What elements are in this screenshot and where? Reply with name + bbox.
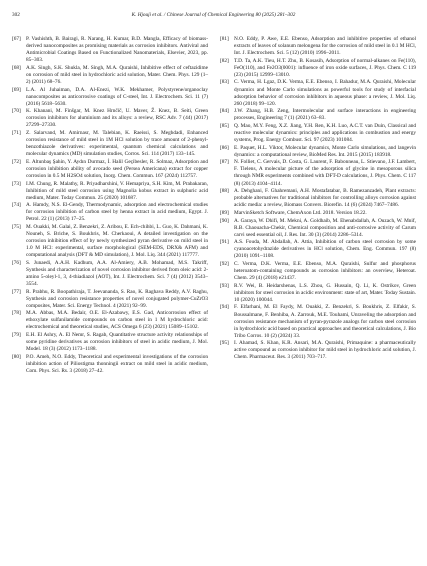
reference-entry [12,224,208,259]
reference-text: A. Hamdy, N.S. El-Gendy, Thermodynamic, adsorption and electrochemical studies for corrosion inhibition of carbon steel by henna extract in acid medium, Egypt. J. Petrol. 22 (1) (2013) 17–25. [26,202,208,223]
reference-text: A. Dehghani, F. Ghahremani, A.H. Mostafatabar, B. Ramezanzadeh, Plant extracts: probable alternatives for traditional inhibitors for controlling alloys corrosion against acidic media: a review, Biomass Convers. Biorefin. 14 (6) (2024) 7467–7486. [234,188,416,209]
reference-text: L.A. Al Juhaiman, D.A. Al-Enezi, W.K. Mekhamer, Polystyrene/organoclay nanocomposites as anticorrosive coatings of C-steel, Int. J. Electrochem. Sci. 11 (7) (2016) 5618–5630. [26,86,208,107]
reference-text: R. Prabhu, R. Boopathiraja, T. Jeevananda, S. Rao, K. Raghava Reddy, A.V. Raghu, Synthesis and corrosion resistance properties of novel conjugated polymer-CuZrO3 composites, Mater. Sci. Energy Technol. 4 (2021) 92–99. [26,288,208,309]
reference-number: [80] [12,353,21,360]
reference-text: S. Junaedi, A.A.H. Kadhum, A.A. Al-Amiery, A.B. Mohamad, M.S. Takriff, Synthesis and characterization of novel corrosion inhibitor derived from oleic acid: 2-amino 5-oleyl-1, 3, 4-thiadiazol (AOT), Int. J. Electrochem. Sci. 7 (4) (2012) 3543–3554. [26,259,208,287]
reference-text: P.O. Ameh, N.O. Eddy, Theoretical and experimental investigations of the corrosion inhibition action of Piliostigma thonningii extract on mild steel in acidic medium, Com. Phys. Sci. Rs. 3 (2018) 27–42. [26,353,208,374]
reference-number: [78] [12,310,21,317]
reference-number: [70] [12,108,21,115]
reference-text: I.M. Chung, R. Malathy, R. Priyadharshini, V. Hemapriya, S.H. Kim, M. Prabakaran, Inhibition of mild steel corrosion using Magnolia kobus extract in sulphuric acid medium, Mater. Today Commun. 25 (2020) 101687. [26,180,208,201]
reference-number: [90] [220,217,229,224]
reference-number: [76] [12,259,21,266]
reference-text: MarvinSketch Software, ChemAxon Ltd. 2018. Version 18.22. [234,209,367,216]
reference-number: [77] [12,288,21,295]
reference-number: [73] [12,180,21,187]
reference-text: J.W. Zhang, H.B. Zeng, Intermolecular and surface interactions in engineering processes, Engineering 7 (1) (2021) 63–83. [234,108,416,122]
reference-entry [12,65,208,86]
reference-number: [74] [12,202,21,209]
reference-text: N.O. Eddy, P. Awe, E.E. Ebenso, Adsorption and inhibitive properties of ethanol extracts of leaves of solanum melongena for the corrosion of mild steel in 0.1 M HCl, Int. J. Electrochem. Sci. 5 (12) (2010) 1996–2011. [234,36,416,57]
reference-text: M. Ouakki, M. Galai, Z. Benzekri, Z. Aribou, E. Ech-chihbi, L. Guo, K. Dahmani, K. Nouneh, S. Briche, S. Boukhris, M. Cherkaoui, A detailed investigation on the corrosion inhibition effect of by newly synthesized pyran derivative on mild steel in 1.0 M HCl: experimental, surface morphological (SEM-EDS, DRX& AFM) and computational analysis (DFT & MD simulation), J. Mol. Liq. 344 (2021) 117777. [26,223,208,259]
reference-text: Z. Salarvand, M. Amirnasr, M. Talebian, K. Raeissi, S. Meghdadi, Enhanced corrosion resistance of mild steel in 1M HCl solution by trace amount of 2-phenyl-benzothiazole derivatives: experimental, quantum chemical calculations and molecular dynamics (MD) simulation studies, Corros. Sci. 114 (2017) 133–145. [26,129,208,158]
reference-number: [91] [220,239,229,246]
reference-entry [220,210,416,217]
reference-number: [88] [220,188,229,195]
reference-text: C. Verma, H. Lgaz, D.K. Verma, E.E. Ebenso, I. Bahadur, M.A. Quraishi, Molecular dynamics and Monte Carlo simulations as powerful tools for study of interfacial adsorption behavior of corrosion inhibitors in aqueous phase: a review, J. Mol. Liq. 260 (2018) 99–120. [234,79,416,107]
reference-entry [220,340,416,361]
reference-text: A. Garaya, W. Dhifi, M. Mekni, A. Goldhaib, M. Ehenabdallah, A. Ouzach, W. Mnif, R.B. Chaouacha-Chekir, Chemical composition and anti-corrosive activity of Carum carvi seed essential oil, J. Res. Int. 30 (3) (2014) 2286–5314. [234,217,416,238]
reference-entry [220,283,416,304]
reference-entry [220,218,416,239]
reference-entry [220,239,416,260]
reference-text: R.V. Wei, B. Heidarshenas, L.S. Zhou, G. Hussain, Q. Li, K. Ostrikov, Green inhibitors for steel corrosion in acidic environment: state of art, Mater. Today Sustain. 10 (2020) 100044. [234,282,416,303]
reference-number: [84] [220,108,229,115]
reference-number: [86] [220,144,229,151]
reference-entry [12,181,208,202]
reference-entry [12,87,208,108]
reference-number: [92] [220,260,229,267]
reference-number: [82] [220,57,229,64]
page-header [12,9,415,23]
reference-entry [12,36,208,64]
reference-number: [95] [220,340,229,347]
reference-text: E. Paquet, H.L. Viktor, Molecular dynamics, Monte Carlo simulations, and langevin dynamics: a computational review, BioMed Res. Int. 2015 (2015) 183918. [234,144,416,158]
reference-text: A.S. Fouda, M. Abdallah, A. Attia, Inhibition of carbon steel corrosion by some cyanoacetohydrazide derivatives in HCl solution, Chem. Eng. Commun. 197 (8) (2010) 1091–1108. [234,239,416,260]
reference-text: E. Altunbaş Şahin, Y. Aydın Durmaz, İ. Halil Geçibesler, R. Solmaz, Adsorption and corrosion inhibition ability of avocado seed (Persea Americana) extract for copper corrosion in 0.5 M H2SO4 solution, Inorg. Chem. Commun. 167 (2024) 112757. [26,158,208,179]
reference-entry [12,130,208,158]
reference-number: [72] [12,158,21,165]
reference-entry [12,159,208,180]
reference-text: C. Verma, D.K. Verma, E.E. Ebenso, M.A. Quraishi, Sulfur and phosphorus heteroatom-containing compounds as corrosion inhibitors: an overview, Heteroat. Chem. 29 (4) (2018) e21437. [234,260,416,282]
reference-number: [94] [220,304,229,311]
reference-text: A.K. Singh, S.K. Shukla, M. Singh, M.A. Quraishi, Inhibitive effect of ceftazidime on corrosion of mild steel in hydrochloric acid solution, Mater. Chem. Phys. 129 (1–2) (2011) 68–76. [26,64,208,85]
reference-number: [93] [220,282,229,289]
reference-entry [220,36,416,57]
reference-text: T.D. Ta, A.K. Tieu, H.T. Zhu, B. Kosasih, Adsorption of normal-alkanes on Fe(110), FeO(110), and Fe2O3(0001): influence of iron oxide surfaces, J. Phys. Chem. C 119 (23) (2015) 12999–13010. [234,57,416,78]
reference-text: E.H. El Ashry, A. El Nemr, S. Ragab, Quantitative structure activity relationships of some pyridine derivatives as corrosion inhibitors of steel in acidic medium, J. Mol. Model. 18 (3) (2012) 1173–1188. [26,332,208,353]
reference-text: Q. Mao, M.Y. Feng, X.Z. Jiang, Y.H. Ren, K.H. Luo, A.C.T. van Duin, Classical and reactive molecular dynamics: principles and applications in combustion and energy systems, Prog. Energy Combust. Sci. 97 (2023) 101084. [234,122,416,144]
reference-number: [83] [220,79,229,86]
reference-entry [220,304,416,339]
reference-entry [220,79,416,107]
reference-number: [75] [12,223,21,230]
page-number: 302 [12,12,20,18]
reference-number: [67] [12,36,21,42]
reference-entry [220,108,416,122]
reference-number: [85] [220,122,229,129]
reference-text: K. Khanani, M. Finšgar, M. Knez Hrnčič, U. Maver, Ž. Knez, B. Seiti, Green corrosion inhibitors for aluminium and its alloys: a review, RSC Adv. 7 (44) (2017) 27299–27330. [26,108,208,129]
reference-entry [12,354,208,375]
reference-entry [220,58,416,79]
reference-entry [12,260,208,288]
reference-number: [81] [220,36,229,42]
reference-number: [71] [12,129,21,136]
reference-number: [87] [220,159,229,166]
references-left-column [12,36,208,376]
reference-text: I. Ahamad, S. Khan, K.R. Ansari, M.A. Quraishi, Primaquine: a pharmaceutically active compound as corrosion inhibitor for mild steel in hydrochloric acid solution, J. Chem. Pharmaceut. Res. 3 (2011) 703–717. [234,340,416,361]
reference-entry [220,159,416,187]
references-right-column [220,36,416,362]
reference-text: M.A. Abbas, M.A. Bedair, O.E. El-Azabawy, E.S. Gad, Anticorrosion effect of ethoxylate sulfanilamide compounds on carbon steel in 1 M hydrochloric acid: electrochemical and theoretical studies, ACS Omega 6 (23) (2021) 15089–15102. [26,310,208,331]
reference-text: F. Elfarhani, M. El Faydy, M. Ouakki, Z. Benzekri, S. Boukhris, Z. Elfakir, S. Boussalmane, F. Benhiba, A. Zarrouk, M.E. Touhami, Unraveling the adsorption and corrosion resistance mechanism of pyran-pyrazole analogs for carbon steel corrosion in hydrochloric acid based on practical approaches and theoretical calculations, J. Bio Tribo Corros. 10 (2) (2024) 33. [234,304,416,339]
reference-number: [89] [220,209,229,216]
running-title: K. Hjouji et al. / Chinese Journal of Chemical Engineering 80 (2025) 281–302 [131,12,296,18]
reference-number: [68] [12,64,21,71]
reference-entry [12,202,208,223]
reference-text: N. Folliet, C. Gervais, D. Costa, G. Laurent, F. Babonneau, L. Stievano, J.F. Lambert, F. Tielens, A molecular picture of the adsorption of glycine in mesoporous silica through NMR experiments combined with DFT-D calculations, J. Phys. Chem. C 117 (8) (2013) 4104–4114. [234,159,416,187]
reference-number: [79] [12,332,21,339]
reference-entry [12,332,208,353]
reference-entry [12,108,208,129]
reference-text: P. Vashishth, B. Bairagi, R. Narang, H. Kumar, B.D. Mangla, Efficacy of biomass-derived nanocomposites as promising materials as corrosion inhibitors. Antiviral and Antimicrobial Coatings Based on Functionalized Nanomaterials, Elsevier, 2023, pp. 85–303. [26,36,208,64]
reference-entry [12,289,208,310]
reference-entry [220,145,416,159]
reference-entry [220,188,416,209]
reference-entry [12,310,208,331]
reference-entry [220,123,416,144]
reference-number: [69] [12,86,21,93]
reference-entry [220,261,416,282]
